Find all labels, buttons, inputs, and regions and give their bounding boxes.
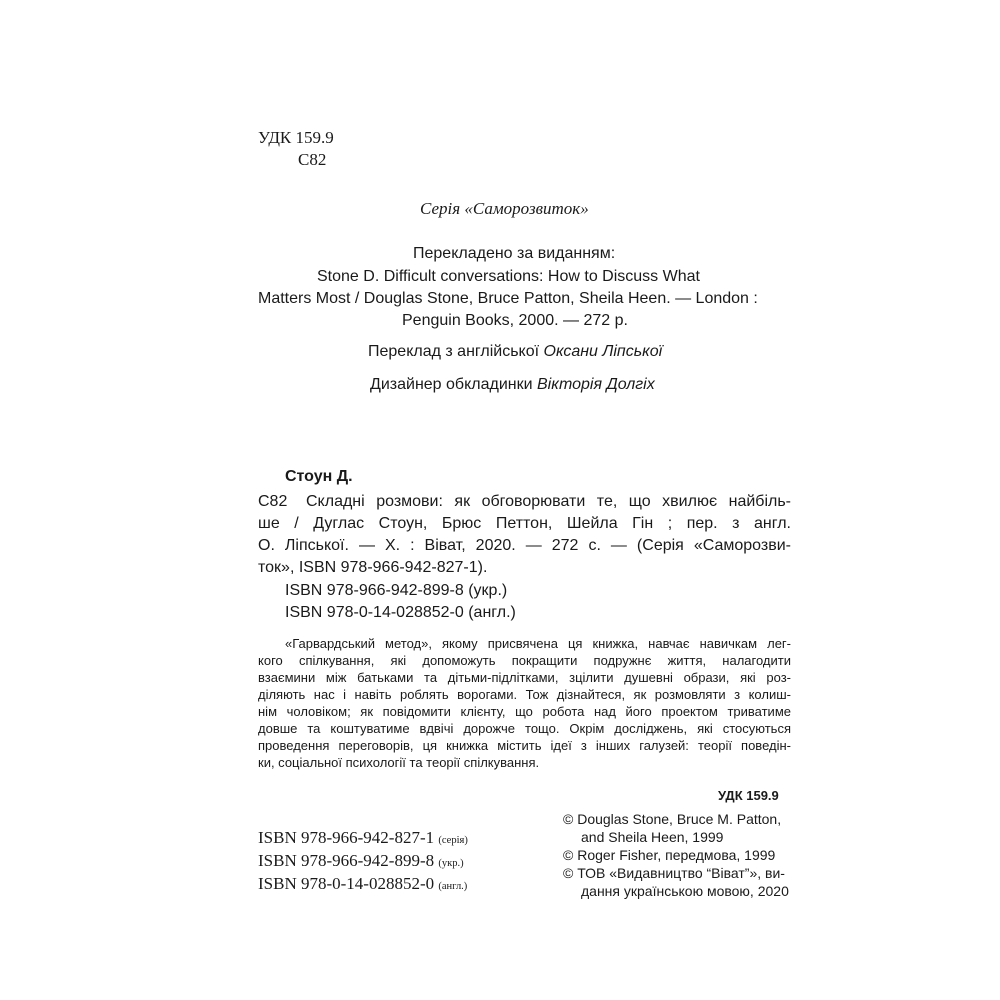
designer-prefix: Дизайнер обкладинки: [370, 376, 537, 393]
isbn-ukr: [258, 852, 464, 870]
bib-line-2: ше / Дуглас Стоун, Брюс Петтон, Шейла Гін ; пер. з англ.: [258, 515, 791, 532]
isbn-series-number: ISBN 978-966-942-827-1: [258, 828, 435, 847]
udk-header: УДК 159.9: [258, 128, 334, 147]
bib-line-3: О. Ліпської. — Х. : Віват, 2020. — 272 с. — (Серія «Саморозви-: [258, 537, 791, 554]
annotation-line-7: проведення переговорів, ця книжка містить ідеї з інших галузей: теорії поведін-: [258, 738, 791, 753]
translator-prefix: Переклад з англійської: [368, 343, 544, 360]
annotation-line-4: діляють нас і навіть роблять ворогами. Тож дізнайтеся, як розмовляти з колиш-: [258, 687, 791, 702]
annotation-line-5: нім чоловіком; як повідомити клієнту, що робота над його проектом триватиме: [258, 704, 791, 719]
annotation-line-2: кого спілкування, які допоможуть покращити подружнє життя, налагодити: [258, 653, 791, 668]
isbn-eng-note: (англ.): [438, 881, 468, 892]
copyright-line-1: © Douglas Stone, Bruce M. Patton,: [563, 811, 782, 827]
isbn-series: [258, 829, 468, 847]
annotation-line-1: «Гарвардський метод», якому присвячена ця книжка, навчає навичкам лег-: [285, 636, 791, 651]
isbn-ukr-number: ISBN 978-966-942-899-8: [258, 851, 435, 870]
annotation-line-3: взаємини між батьками та дітьми-підлітками, зцілити душевні образи, які роз-: [258, 670, 791, 685]
isbn-ukr-note: (укр.): [438, 858, 464, 869]
bib-author: Стоун Д.: [285, 468, 353, 485]
bib-line-4: ток», ISBN 978-966-942-827-1).: [258, 559, 488, 576]
bib-isbn-eng: ISBN 978-0-14-028852-0 (англ.): [285, 604, 516, 621]
bib-isbn-ukr: ISBN 978-966-942-899-8 (укр.): [285, 582, 508, 599]
udk-footer: УДК 159.9: [718, 788, 779, 803]
copyright-line-5: дання українською мовою, 2020: [581, 883, 789, 899]
library-code: С82: [298, 150, 327, 169]
translator-name: Оксани Ліпської: [543, 343, 663, 360]
original-edition-line-1: Stone D. Difficult conversations: How to Discuss What: [317, 268, 700, 285]
translator-credit: [368, 344, 662, 360]
original-edition-line-2: Matters Most / Douglas Stone, Bruce Patton, Sheila Heen. — London :: [258, 290, 758, 307]
annotation-line-6: довше та коштуватиме вдвічі дорожче тощо. Окрім досліджень, які стосуються: [258, 721, 791, 736]
series-title: Серія «Саморозвиток»: [420, 199, 589, 218]
isbn-series-note: (серія): [438, 835, 468, 846]
isbn-eng: [258, 875, 467, 893]
copyright-line-2: and Sheila Heen, 1999: [581, 829, 724, 845]
isbn-eng-number: ISBN 978-0-14-028852-0: [258, 874, 435, 893]
bib-code: С82: [258, 493, 288, 510]
copyright-line-4: © ТОВ «Видавництво “Віват”», ви-: [563, 865, 785, 881]
annotation-line-8: ки, соціальної психології та теорії спілкування.: [258, 755, 540, 770]
copyright-line-3: © Roger Fisher, передмова, 1999: [563, 847, 776, 863]
translated-from-heading: Перекладено за виданням:: [413, 245, 616, 262]
designer-name: Вікторія Долгіх: [537, 376, 655, 393]
original-edition-line-3: Penguin Books, 2000. — 272 p.: [402, 312, 628, 329]
bib-line-1: Складні розмови: як обговорювати те, що хвилює найбіль-: [306, 493, 791, 510]
designer-credit: [370, 377, 655, 393]
